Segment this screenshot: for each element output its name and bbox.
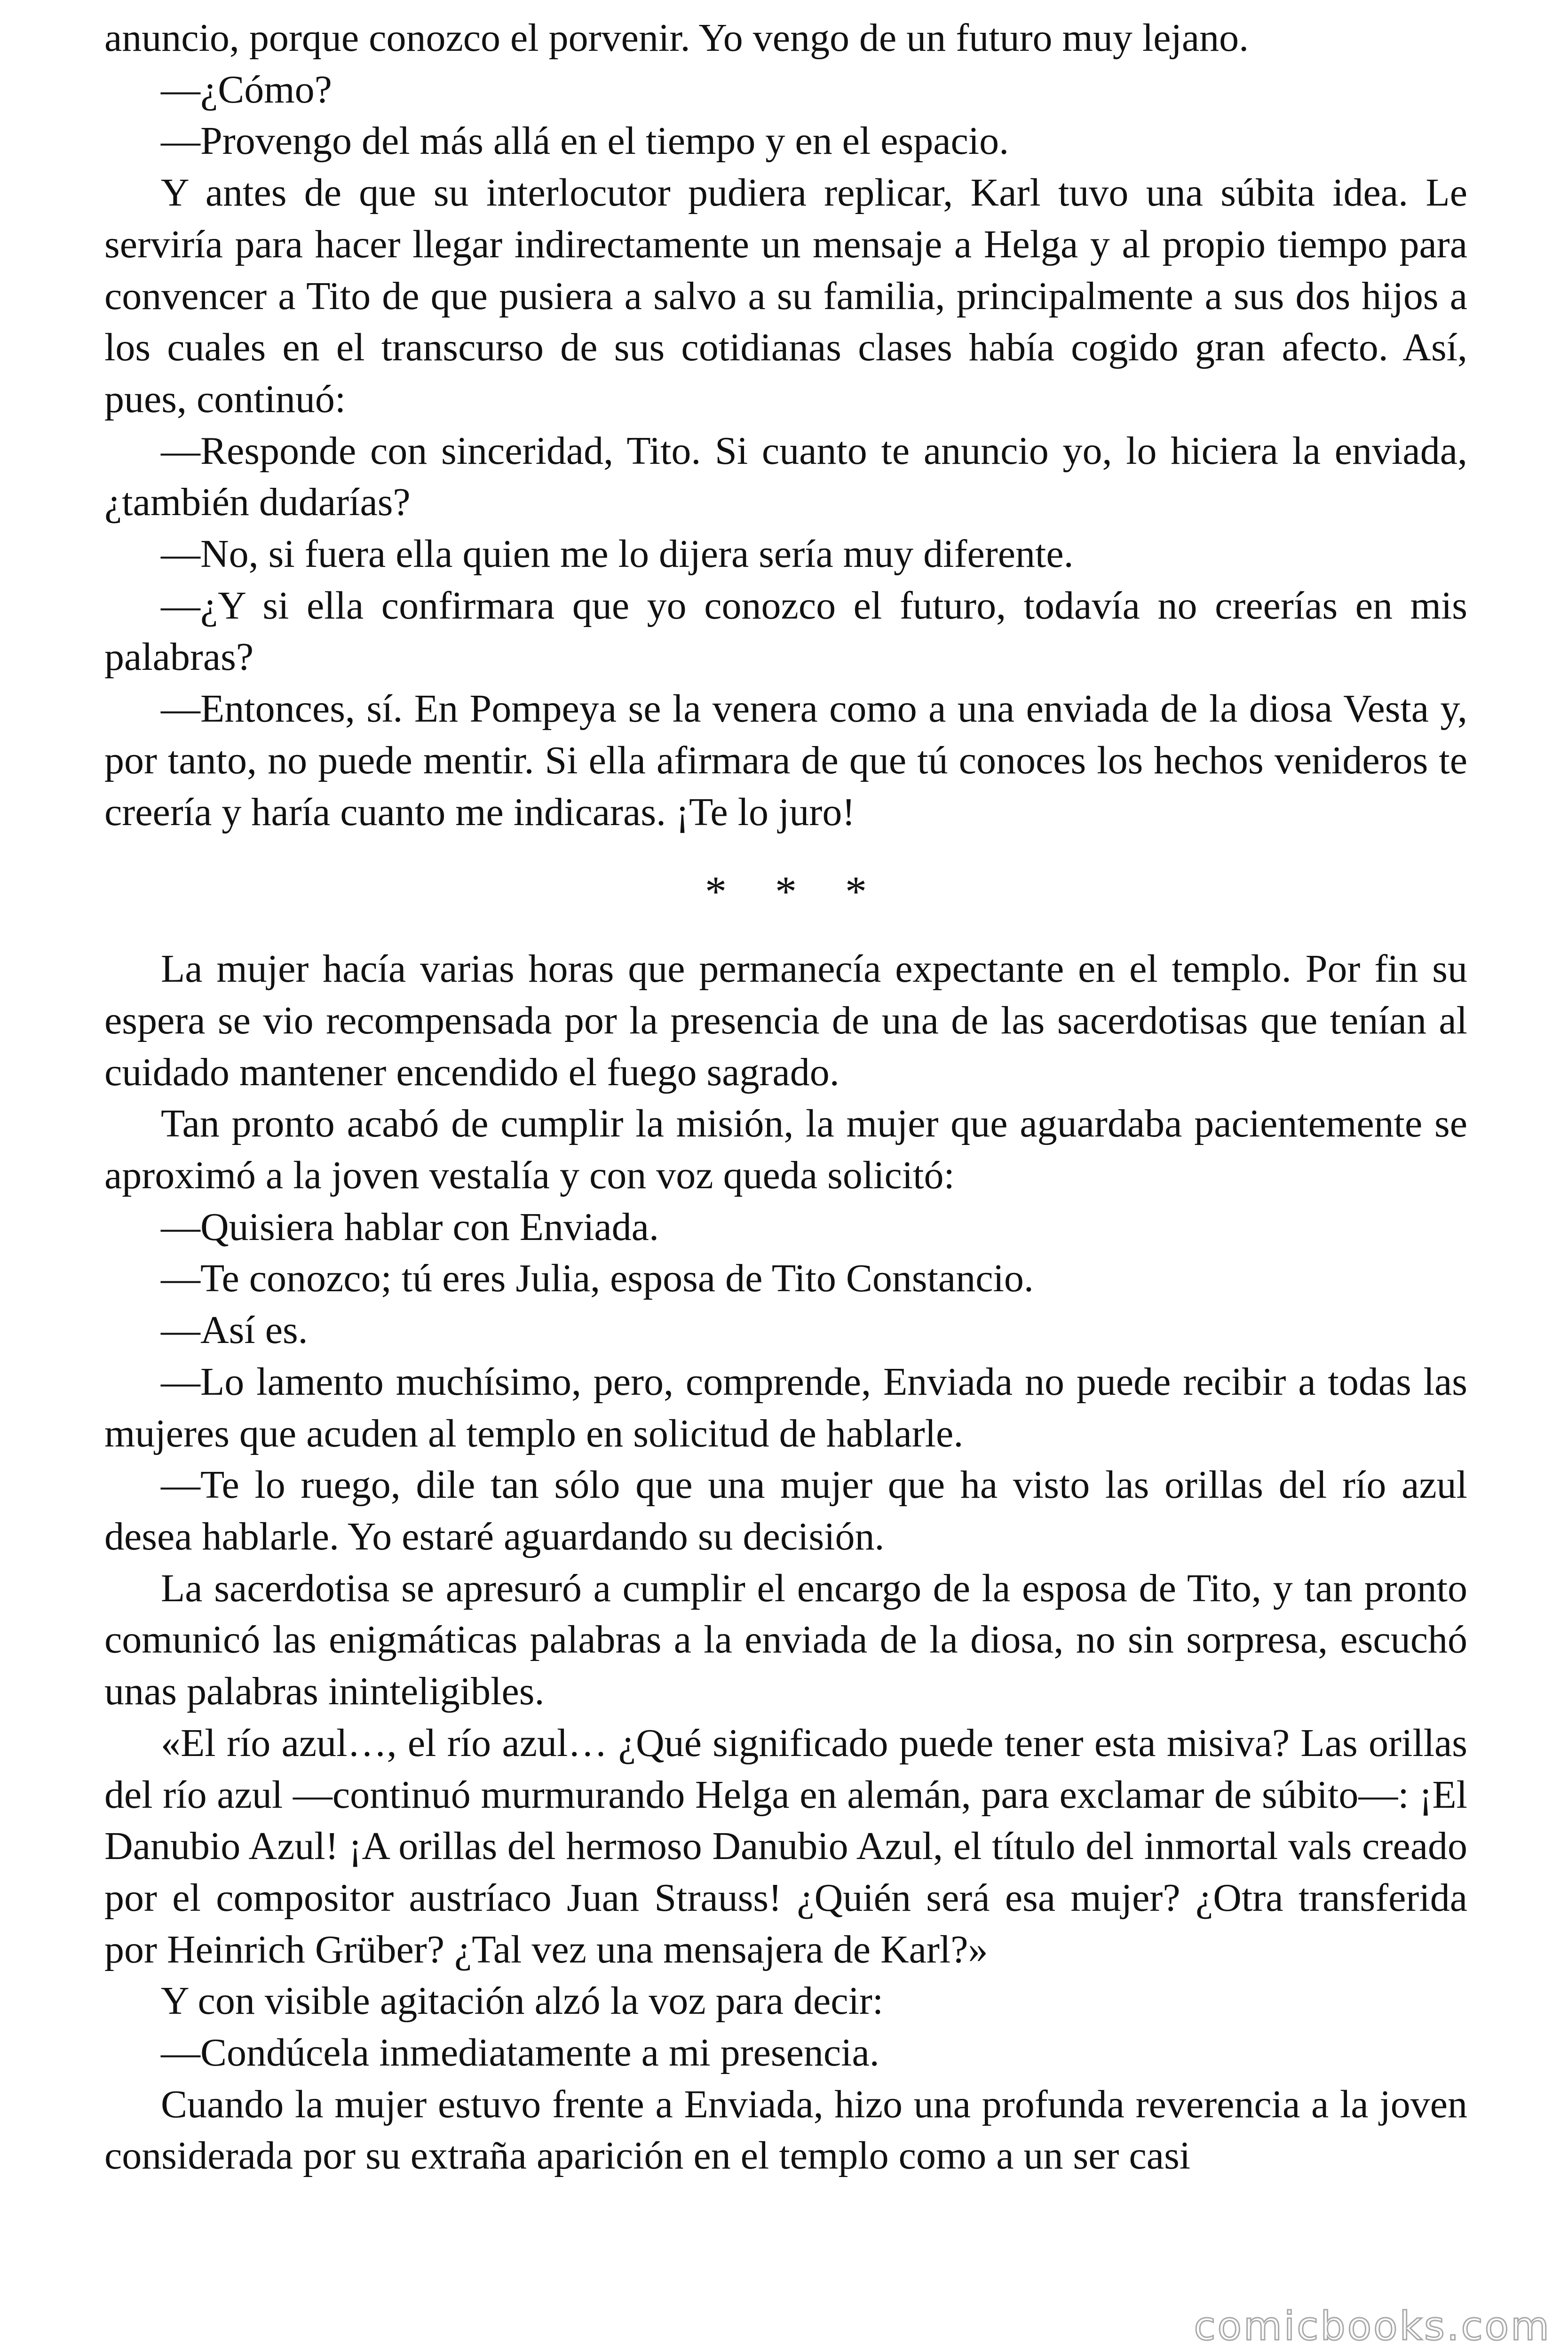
paragraph: La mujer hacía varias horas que permanecía expectante en el templo. Por fin su espera se vio recompensada por la presencia de una de las sacerdotisas que tenían al cuidado mantener encendido el fuego sagrado. [104, 947, 1467, 1094]
dialogue-line: —Te conozco; tú eres Julia, esposa de Tito Constancio. [161, 1256, 1034, 1301]
dialogue-line: —Responde con sinceridad, Tito. Si cuanto te anuncio yo, lo hiciera la enviada, ¿también dudarías? [104, 429, 1467, 524]
dialogue-line: —Lo lamento muchísimo, pero, comprende, Enviada no puede recibir a todas las mujeres que acuden al templo en solicitud de hablarle. [104, 1359, 1467, 1455]
dialogue-line: —¿Y si ella confirmara que yo conozco el futuro, todavía no creerías en mis palabras? [104, 583, 1467, 679]
watermark: comicbooks.com [1194, 2303, 1551, 2349]
dialogue-line: —¿Cómo? [161, 67, 332, 111]
dialogue-line: —Entonces, sí. En Pompeya se la venera como a una enviada de la diosa Vesta y, por tanto, no puede mentir. Si ella afirmara de que tú conoces los hechos venideros te creería y haría cuanto me indicaras. ¡Te lo juro! [104, 687, 1467, 834]
dialogue-line: —Quisiera hablar con Enviada. [161, 1205, 659, 1249]
paragraph: Y antes de que su interlocutor pudiera replicar, Karl tuvo una súbita idea. Le serviría para hacer llegar indirectamente un mensaje a Helga y al propio tiempo para convencer a Tito de que pusiera a salvo a su familia, principalmente a sus dos hijos a los cuales en el transcurso de sus cotidianas clases había cogido gran afecto. Así, pues, continuó: [104, 171, 1467, 421]
paragraph: La sacerdotisa se apresuró a cumplir el encargo de la esposa de Tito, y tan pronto comunicó las enigmáticas palabras a la enviada de la diosa, no sin sorpresa, escuchó unas palabras ininteligibles. [104, 1566, 1467, 1714]
dialogue-line: —Te lo ruego, dile tan sólo que una mujer que ha visto las orillas del río azul desea hablarle. Yo estaré aguardando su decisión. [104, 1463, 1467, 1558]
paragraph: «El río azul…, el río azul… ¿Qué significado puede tener esta misiva? Las orillas del río azul —continuó murmurando Helga en alemán, para exclamar de súbito—: ¡El Danubio Azul! ¡A orillas del hermoso Danubio Azul, el título del inmortal vals creado por el compositor austríaco Juan Strauss! ¿Quién será esa mujer? ¿Otra transferida por Heinrich Grüber? ¿Tal vez una mensajera de Karl?» [104, 1721, 1467, 1971]
paragraph: Cuando la mujer estuvo frente a Enviada, hizo una profunda reverencia a la joven considerada por su extraña aparición en el templo como a un ser casi [104, 2082, 1467, 2178]
dialogue-line: —Condúcela inmediatamente a mi presencia. [161, 2031, 879, 2075]
paragraph: Y con visible agitación alzó la voz para decir: [161, 1979, 884, 2023]
dialogue-line: —No, si fuera ella quien me lo dijera sería muy diferente. [161, 532, 1074, 576]
section-separator: * * * [705, 867, 886, 916]
dialogue-line: —Provengo del más allá en el tiempo y en el espacio. [161, 119, 1009, 163]
body-text [104, 12, 1467, 2182]
paragraph-continuation: anuncio, porque conozco el porvenir. Yo vengo de un futuro muy lejano. [104, 16, 1249, 60]
dialogue-line: —Así es. [161, 1308, 308, 1352]
paragraph: Tan pronto acabó de cumplir la misión, la mujer que aguardaba pacientemente se aproximó a la joven vestalía y con voz queda solicitó: [104, 1102, 1467, 1198]
